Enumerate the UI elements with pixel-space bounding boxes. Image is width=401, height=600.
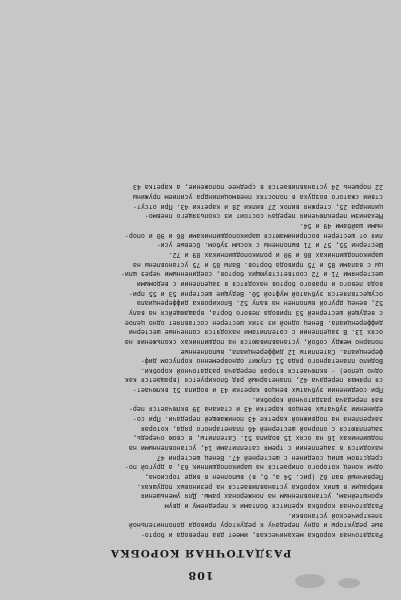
page-content xyxy=(18,18,383,582)
text-line: При соединении зубчатых венцов каретки 43 и водила 51 включает- xyxy=(132,386,383,395)
text-line: цилиндра 25, стержня вилок 27 вилки 28 и каретки 43. При отсут- xyxy=(132,202,383,211)
text-line: вода левого и правого бортов находятся в зацеплении с ведомыми xyxy=(136,279,383,288)
text-line: кронштейнам, установленным на лонжеронах рамы. Для уменьшения xyxy=(140,492,383,501)
text-line: шарикоподшипниках 86 и 90 и роликоподшипниках 89 и 72. xyxy=(168,250,383,259)
text-line: одно целое) - включается вторая передача раздаточной коробки. xyxy=(140,366,383,375)
text-line: попарно между собой, устанавливаются на подшипниках скольжения на xyxy=(124,337,383,346)
page-number: 108 xyxy=(187,569,214,582)
text-line: электрической установки. xyxy=(287,511,383,520)
section-title: РАЗДАТОЧНАЯ КОРОБКА xyxy=(109,547,292,559)
text-line: осях 13. В зацеплении с сателлитами находятся солнечные шестерни xyxy=(128,328,383,337)
text-line: дифференциала. Венец одной из этих шестерен составляет одно целое xyxy=(124,318,383,327)
text-line: одни конец которого опирается на шарикоподшипник 63, а другой по- xyxy=(124,463,383,472)
text-line: Первичный вал 62 (рис. 54 а, б, в) выполнен в виде торсиона, xyxy=(144,473,383,482)
text-line: ся прямая передача 42, планетарный ряд блокируется (вращается как xyxy=(124,376,383,385)
text-line: 22 поршень 24 устанавливается в среднее положение, а каретка 43 xyxy=(132,183,383,192)
text-line: вая передача раздаточной коробки. xyxy=(251,395,383,404)
text-line: цы с валами 85 и 75 привода бортов. Валы 85 и 75 установлены на xyxy=(132,260,383,269)
text-line: находится в зацеплении с тремя сателлитами 14, установленными на xyxy=(128,444,383,453)
text-line: шестернями 71 и 72 соответствующих бортов, соединенными через шли- xyxy=(120,270,383,279)
text-line: ными шайбами 49 и 54. xyxy=(299,222,383,230)
text-line: 52, венец другой выполнен на валу 52. Блокировка дифференциала xyxy=(136,299,383,308)
text-line: вые редукторы и одну передачу к редуктору привода дополнительной xyxy=(128,521,383,530)
text-line: Шестерни 55, 57 и 71 выполнены с косым зубом. Осевые уси- xyxy=(156,241,383,250)
text-line: закреплена на подвижной каретке 43 понижающей передачи. При со- xyxy=(132,415,383,424)
text-line: подшипниках 16 на осях 15 водила 51. Сателлиты, в свою очередь, xyxy=(132,434,383,443)
text-line: Раздаточная коробка крепится болтами к переднему и двум xyxy=(164,502,383,511)
text-line: средством шлиц соединен с шестерней 47. Венец шестерни 47 xyxy=(156,453,383,462)
body-text xyxy=(18,182,383,539)
text-line: ференциала. Сателлиты 12 дифференциала, выполненные xyxy=(180,347,383,356)
text-line: зацепляются с опорной шестерней 46 планетарного ряда, которая xyxy=(140,424,383,433)
text-line: единении зубчатых венцов каретки 43 и стакана 39 включается пер- xyxy=(128,405,383,414)
text-line: ствии сжатого воздуха в полостях пневмоцилиндра усилием пружины xyxy=(132,193,383,202)
text-line: с ведущей шестерней 53 привода левого борта, вращающейся на валу xyxy=(128,308,383,317)
scan-smudge xyxy=(295,574,325,588)
text-line: лия от шестерен воспринимаются шарикоподшипниками 86 и 90 и опор- xyxy=(124,231,383,240)
text-line: осуществляется зубчатой муфтой 50. Ведущие шестерни 53 и 55 при- xyxy=(128,289,383,298)
scan-smudge xyxy=(338,578,360,588)
text-line: Механизм переключения передач состоит из скользящего пневмо- xyxy=(144,212,383,221)
text-line: вибрации в шлих коробка устанавливается на резиновых подушках. xyxy=(136,482,383,491)
text-line: Водило планетарного ряда 51 служит одновременно корпусом диф- xyxy=(140,357,383,366)
text-line: Раздаточная коробка механическая, имеет два перевода и борто- xyxy=(140,531,383,539)
